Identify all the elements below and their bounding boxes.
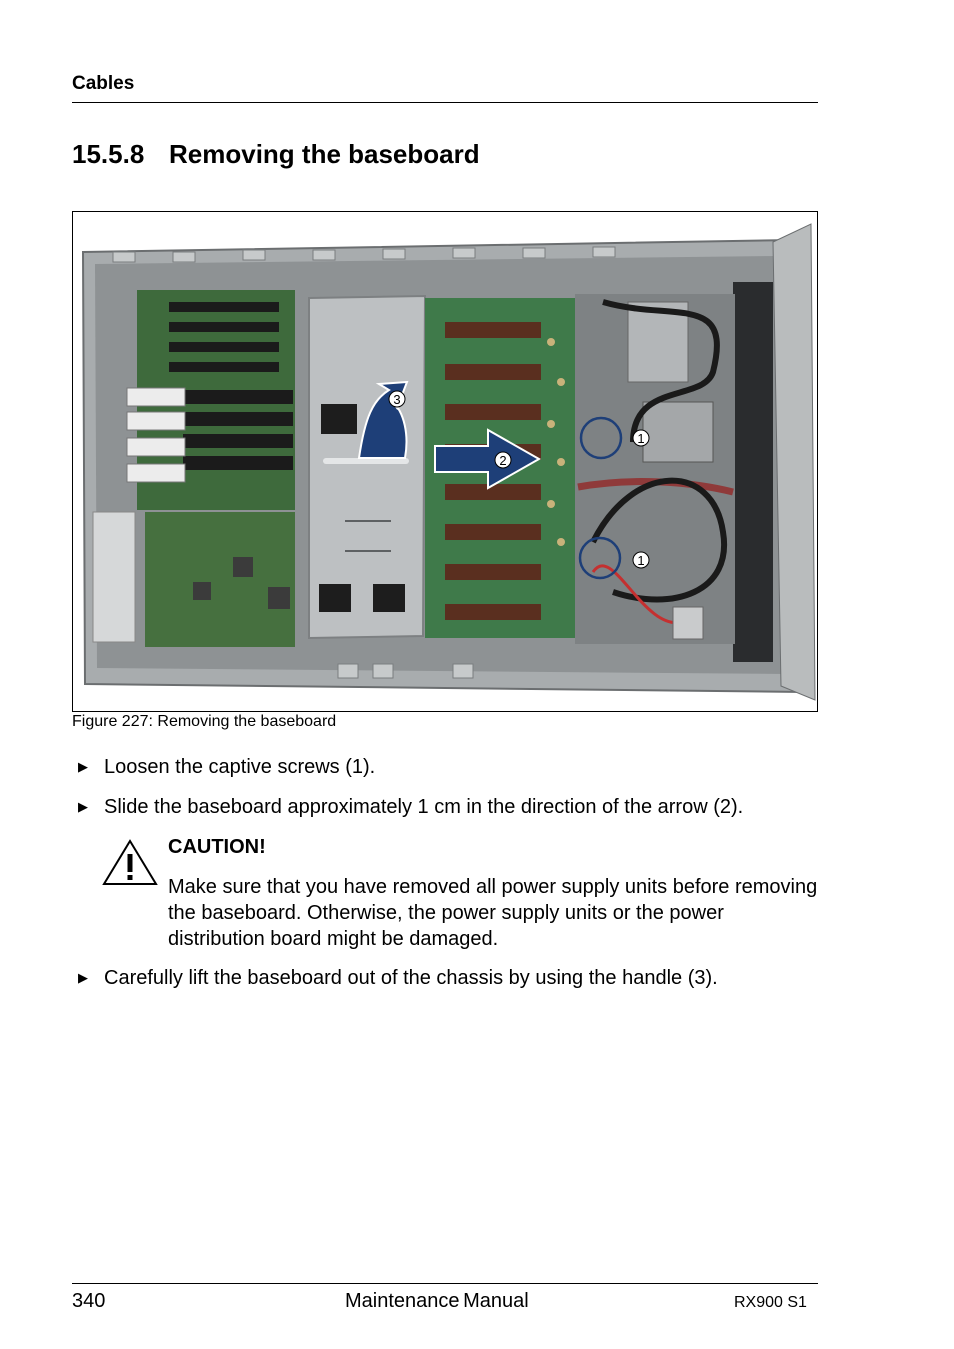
caution-body: Make sure that you have removed all power supply units before removing the baseboard. Otherwise, the power supply units or the power distribution board might be damaged. — [168, 876, 818, 950]
figure-caption: Figure 227: Removing the baseboard — [72, 713, 337, 730]
server-chassis-photo — [73, 212, 817, 711]
figure-frame — [72, 211, 818, 712]
step-text: Loosen the captive screws (1). — [104, 756, 376, 778]
step-item — [78, 967, 818, 990]
footer-rule — [72, 1283, 818, 1284]
triangle-bullet-icon: ▶ — [78, 759, 88, 774]
caution-warning-icon — [101, 838, 159, 888]
step-item — [78, 796, 818, 819]
triangle-bullet-icon: ▶ — [78, 799, 88, 814]
callout-1a-label: 1 — [637, 431, 645, 446]
callout-2-label: 2 — [499, 453, 507, 468]
header-rule — [72, 102, 818, 103]
callout-3-label: 3 — [393, 392, 401, 407]
section-number: 15.5.8 — [72, 139, 145, 169]
running-head: Cables — [72, 73, 135, 94]
step-text: Slide the baseboard approximately 1 cm in the direction of the arrow (2). — [104, 796, 744, 818]
step-text: Carefully lift the baseboard out of the chassis by using the handle (3). — [104, 967, 718, 989]
section-title — [72, 139, 480, 170]
model-name: RX900 S1 — [734, 1294, 807, 1311]
caution-title: CAUTION! — [168, 836, 266, 858]
callout-1b-label: 1 — [637, 553, 645, 568]
triangle-bullet-icon: ▶ — [78, 970, 88, 985]
step-item — [78, 756, 818, 779]
section-title-text: Removing the baseboard — [169, 139, 480, 169]
page-number: 340 — [72, 1290, 106, 1312]
manual-title: Maintenance Manual — [345, 1290, 529, 1312]
